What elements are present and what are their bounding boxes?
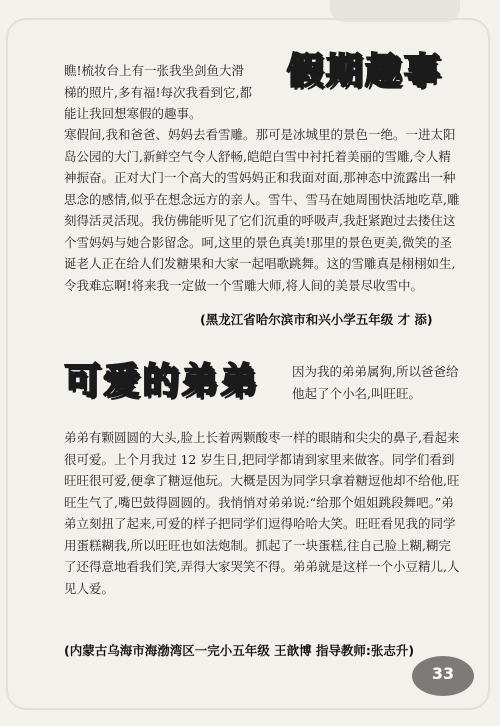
section-title-brother bbox=[46, 350, 278, 414]
section-title-holiday bbox=[260, 40, 470, 104]
title-brother-text: 可爱的弟弟 bbox=[64, 361, 260, 402]
body-paragraph-holiday: 寒假间,我和爸爸、妈妈去看雪雕。那可是冰城里的景色一绝。一进太阳岛公园的大门,新鲜空气令人舒畅,皑皑白雪中衬托着美丽的雪雕,令人精神振奋。正对大门一个高大的雪妈妈正和我面对面,那神态中流露出一种思念的感情,似乎在想念远方的亲人。雪牛、雪马在她周围快活地吃草,雕刻得活灵活现。我仿佛能听见了它们沉重的呼吸声,我赶紧跑过去搂住这个雪妈妈与她合影留念。呵,这里的景色真美!那里的景色更美,微笑的圣诞老人正在给人们发糖果和大家一起唱歌跳舞。这的雪雕真是栩栩如生,令我难忘啊!将来我一定做一个雪雕大师,将人间的美景尽收雪中。 bbox=[64, 127, 460, 293]
author-signature-1: (黑龙江省哈尔滨市和兴小学五年级 才 添) bbox=[200, 312, 433, 327]
intro-paragraph-holiday: 瞧!梳妆台上有一张我坐剑鱼大滑梯的照片,多有福!每次我看到它,都能让我回想寒假的趣事。 bbox=[64, 63, 252, 121]
body-paragraph-brother: 弟弟有颗圆圆的大头,脸上长着两颗酸枣一样的眼睛和尖尖的鼻子,看起来很可爱。上个月我过 12 岁生日,把同学都请到家里来做客。同学们看到旺旺很可爱,便拿了糖逗他玩。大概是因为同学只拿着糖逗他却不给他,旺旺生气了,嘴巴鼓得圆圆的。我悄悄对弟弟说:“给那个姐姐跳段舞吧。”弟弟立刻扭了起来,可爱的样子把同学们逗得哈哈大笑。旺旺看见我的同学用蛋糕糊我,所以旺旺也如法炮制。抓起了一块蛋糕,往自己脸上糊,糊完了还得意地看我们笑,弄得大家哭笑不得。弟弟就是这样一个小豆精儿,人见人爱。 bbox=[64, 430, 460, 596]
title-holiday-text: 假期趣事 bbox=[286, 51, 443, 92]
intro-paragraph-brother: 因为我的弟弟属狗,所以爸爸给他起了个小名,叫旺旺。 bbox=[292, 364, 459, 401]
page-number: 33 bbox=[431, 664, 455, 683]
author-signature-2: (内蒙古乌海市海渤湾区一完小五年级 王歆博 指导教师:张志升) bbox=[64, 643, 415, 658]
